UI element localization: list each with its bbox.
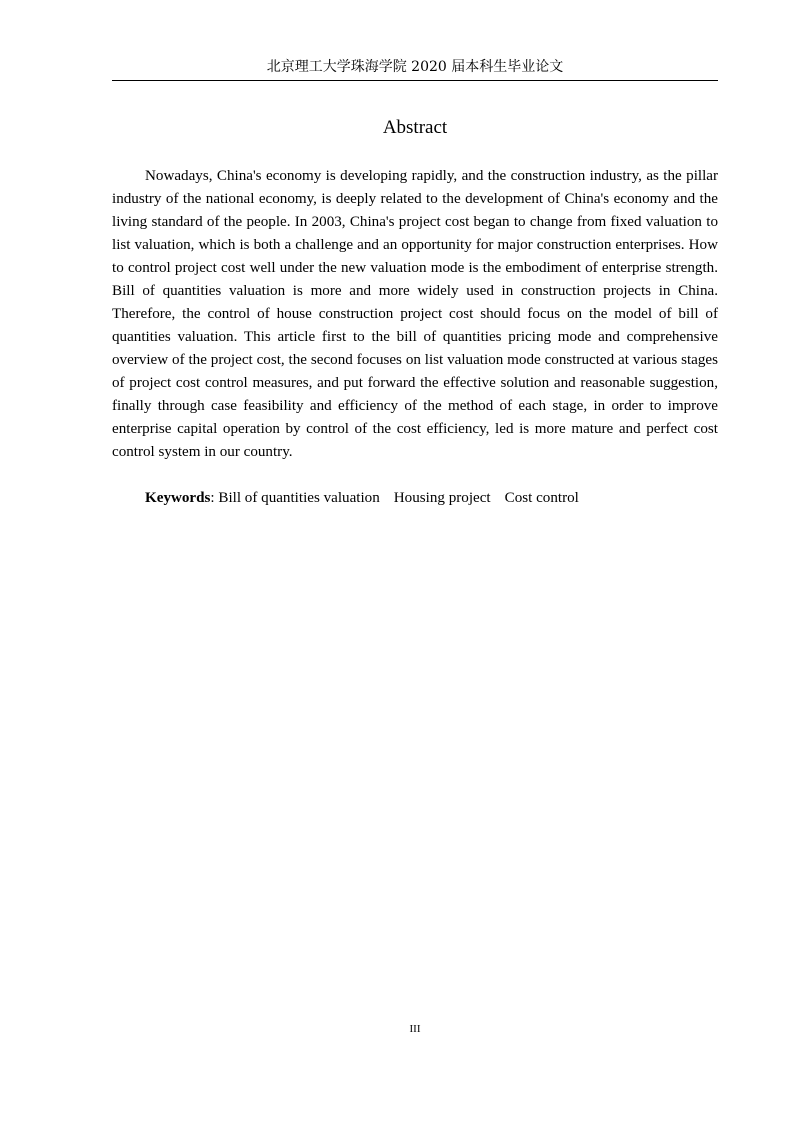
keyword-item: Housing project <box>393 490 491 506</box>
keywords-separator: : <box>210 490 219 506</box>
abstract-title: Abstract <box>382 117 448 138</box>
page-number: III <box>409 1023 421 1035</box>
abstract-body: Nowadays, China's economy is developing rapidly, and the construction industry, as the pillar industry of the national economy, is deeply related to the development of China's economy and the living standard of the people. In 2003, China's project cost began to change from fixed valuation to list valuation, which is both a challenge and an opportunity for major construction enterprises. How to control project cost well under the new valuation mode is the embodiment of enterprise strength. Bill of quantities valuation is more and more widely used in construction projects in China. Therefore, the control of house construction project cost should focus on the model of bill of quantities valuation. This article first to the bill of quantities pricing mode and comprehensive overview of the project cost, the second focuses on list valuation mode constructed at various stages of project cost control measures, and put forward the effective solution and reasonable suggestion, finally through case feasibility and efficiency of the method of each stage, in order to improve enterprise capital operation by control of the cost efficiency, led is more mature and perfect cost control system in our country. <box>112 168 718 460</box>
keywords-line <box>112 487 718 510</box>
header-rule <box>112 80 718 81</box>
keyword-item: Bill of quantities valuation <box>218 490 380 506</box>
keywords-label: Keywords <box>145 490 211 506</box>
keyword-item: Cost control <box>504 490 579 506</box>
running-header: 北京理工大学珠海学院 2020 届本科生毕业论文 <box>266 59 564 75</box>
